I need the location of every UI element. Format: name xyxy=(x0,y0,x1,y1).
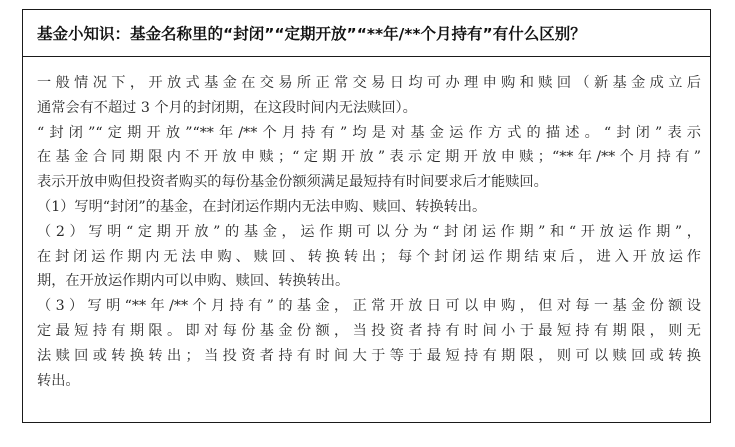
text-line: 表示开放申购但投资者购买的每份基金份额须满足最短持有时间要求后才能赎回。 xyxy=(37,174,548,191)
text-line: （1）写明“封闭”的基金，在封闭运作期内无法申购、赎回、转换转出。 xyxy=(37,198,487,215)
title-divider xyxy=(23,56,710,57)
text-line: 一般情况下，开放式基金在交易所正常交易日均可办理申购和赎回（新基金成立后 xyxy=(37,75,701,91)
text-line: （3）写明“**年/**个月持有”的基金，正常开放日可以申购，但对每一基金份额设 xyxy=(37,298,701,315)
text-line: 在封闭运作期内无法申购、赎回、转换转出；每个封闭运作期结束后，进入开放运作 xyxy=(37,248,701,265)
text-line: 在基金合同期限内不开放申赎；“定期开放”表示定期开放申赎；“**年/**个月持有” xyxy=(37,149,701,166)
text-line: 期，在开放运作期内可以申购、赎回、转换转出。 xyxy=(37,273,350,290)
text-line: 通常会有不超过 3 个月的封闭期，在这段时间内无法赎回）。 xyxy=(37,99,417,116)
box-title: 基金小知识：基金名称里的“封闭”“定期开放”“**年/**个月持有”有什么区别？ xyxy=(37,25,586,43)
text-line: “封闭”“定期开放”“**年/**个月持有”均是对基金运作方式的描述。“封闭”表示 xyxy=(37,124,701,141)
text-line: 定最短持有期限。即对每份基金份额，当投资者持有时间小于最短持有期限，则无 xyxy=(37,322,701,339)
text-line: 转出。 xyxy=(37,372,80,389)
body-text xyxy=(37,71,701,393)
text-line: （2）写明“定期开放”的基金，运作期可以分为“封闭运作期”和“开放运作期”， xyxy=(37,223,701,240)
info-box xyxy=(22,9,711,423)
text-line: 法赎回或转换转出；当投资者持有时间大于等于最短持有期限，则可以赎回或转换 xyxy=(37,347,701,364)
